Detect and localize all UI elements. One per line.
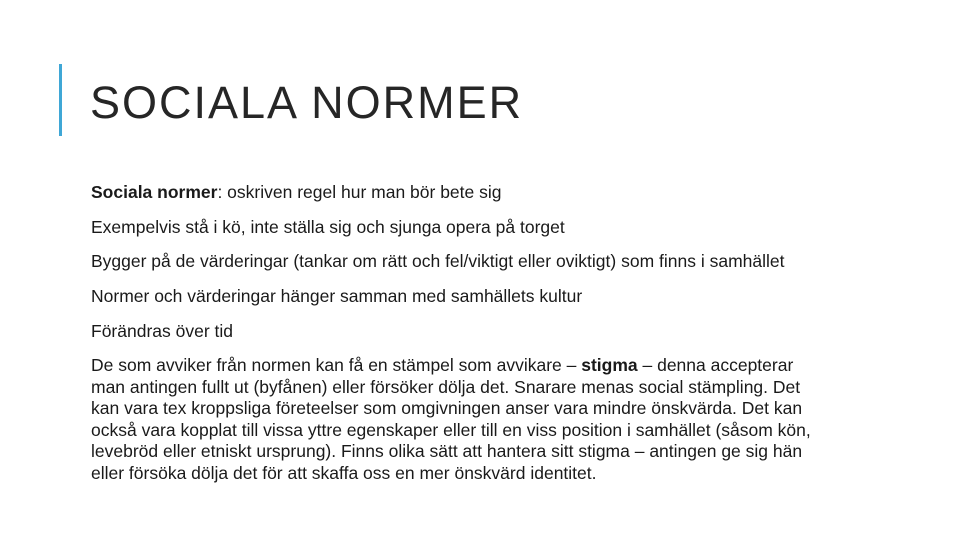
title-accent-bar [59, 64, 62, 136]
slide-body [91, 182, 831, 499]
paragraph-definition [91, 182, 831, 203]
paragraph-change: Förändras över tid [91, 321, 234, 341]
slide-title: SOCIALA NORMER [90, 77, 524, 128]
stigma-text-before: De som avviker från normen kan få en stämpel som avvikare – [91, 355, 582, 375]
term-stigma: stigma [581, 355, 638, 375]
paragraph-culture: Normer och värderingar hänger samman med samhällets kultur [91, 286, 583, 306]
paragraph-example: Exempelvis stå i kö, inte ställa sig och sjunga opera på torget [91, 217, 565, 237]
paragraph-values: Bygger på de värderingar (tankar om rätt och fel/viktigt eller oviktigt) som finns i samhället [91, 251, 785, 271]
definition-text: : oskriven regel hur man bör bete sig [217, 182, 502, 202]
stigma-text-after: – denna accepterar man antingen fullt ut (byfånen) eller försöker dölja det. Snarare menas social stämpling. Det kan vara tex kroppsliga företeelser som omgivningen anser vara mindre önskvärda. Det kan också vara kopplat till vissa yttre egenskaper eller till en viss position i samhället (såsom kön, levebröd eller etniskt ursprung). Finns olika sätt att hantera sitt stigma – antingen ge sig hän eller försöka dölja det för att skaffa oss en mer önskvärd identitet. [91, 355, 811, 483]
term-sociala-normer: Sociala normer [91, 182, 218, 202]
paragraph-stigma [91, 355, 831, 485]
